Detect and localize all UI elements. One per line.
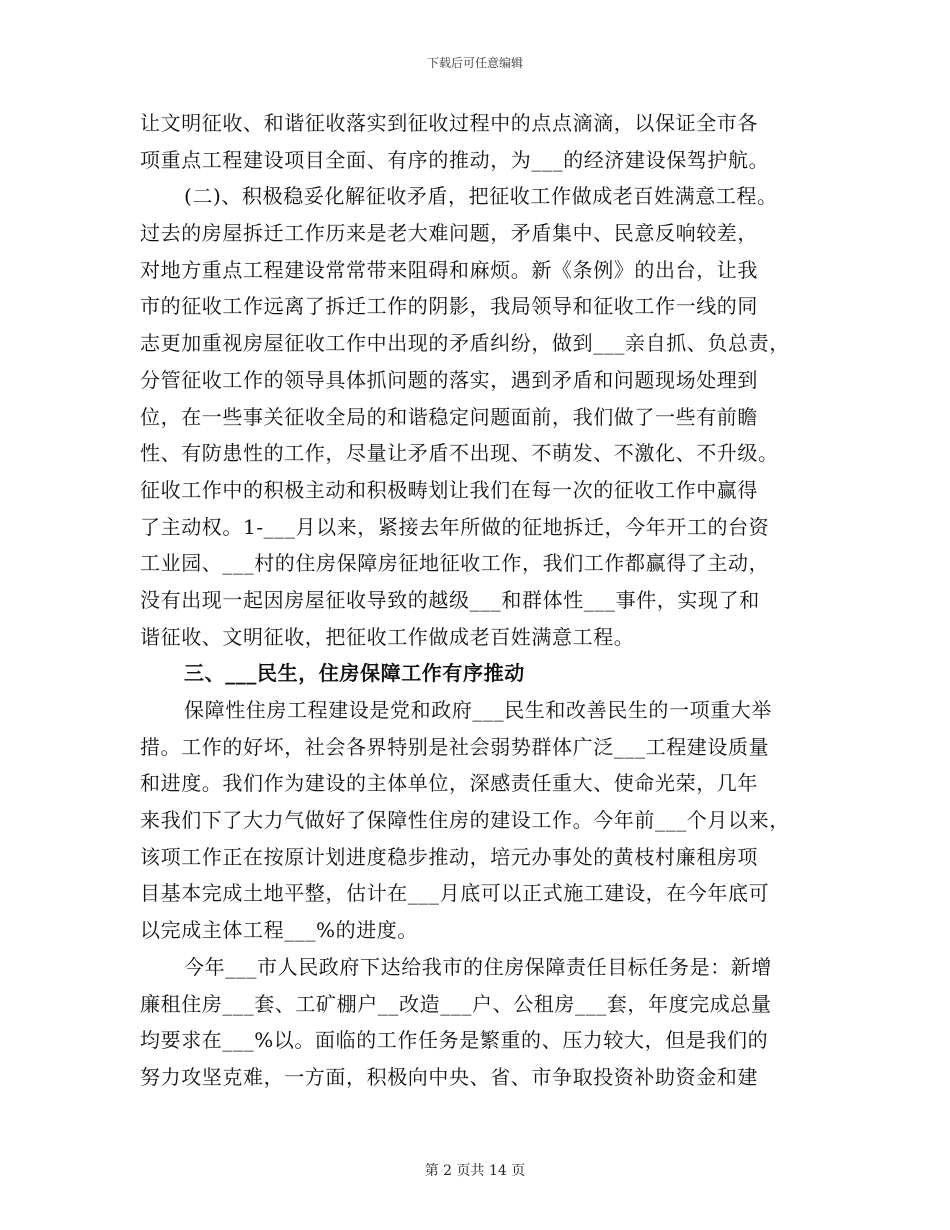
text-line: 廉租住房___套、工矿棚户__改造___户、公租房___套，年度完成总量: [140, 991, 772, 1016]
text-line: 保障性住房工程建设是党和政府___民生和改善民生的一项重大举: [184, 698, 772, 722]
text-line: 位，在一些事关征收全局的和谐稳定问题面前，我们做了一些有前瞻: [140, 404, 758, 429]
text-line: 项重点工程建设项目全面、有序的推动，为___的经济建设保驾护航。: [140, 147, 770, 172]
text-line: 性、有防患性的工作，尽量让矛盾不出现、不萌发、不激化、不升级。: [140, 441, 779, 466]
text-line: 征收工作中的积极主动和积极畴划让我们在每一次的征收工作中赢得: [140, 477, 758, 502]
page-number: 第 2 页共 14 页: [424, 1163, 526, 1179]
text-line: 均要求在___%以。面临的工作任务是繁重的、压力较大，但是我们的: [140, 1028, 769, 1053]
text-line: 对地方重点工程建设常常带来阻碍和麻烦。新《条例》的出台，让我: [140, 257, 758, 282]
text-line: 让文明征收、和谐征收落实到征收过程中的点点滴滴，以保证全市各: [140, 111, 758, 135]
text-line: 以完成主体工程___%的进度。: [140, 918, 419, 943]
text-line: 市的征收工作远离了拆迁工作的阴影，我局领导和征收工作一线的同: [140, 294, 758, 319]
text-line: 过去的房屋拆迁工作历来是老大难问题，矛盾集中、民意反响较差，: [140, 221, 758, 246]
text-line: 分管征收工作的领导具体抓问题的落实，遇到矛盾和问题现场处理到: [140, 367, 758, 392]
text-line: 努力攻坚克难，一方面，积极向中央、省、市争取投资补助资金和建: [140, 1064, 758, 1089]
text-line: 志更加重视房屋征收工作中出现的矛盾纠纷，做到___亲自抓、负总责，: [140, 331, 790, 356]
subsection-heading: (二)、积极稳妥化解征收矛盾，把征收工作做成老百姓满意工程。: [184, 184, 778, 209]
text-line: 了主动权。1-___月以来，紧接去年所做的征地拆迁，今年开工的台资: [140, 514, 770, 539]
page-header: 下载后可任意编辑: [426, 56, 523, 70]
text-line: 工业园、___村的住房保障房征地征收工作，我们工作都赢得了主动，: [140, 551, 770, 576]
text-line: 今年___市人民政府下达给我市的住房保障责任目标任务是：新增: [184, 954, 772, 979]
document-body: [140, 105, 840, 1096]
text-line: 来我们下了大力气做好了保障性住房的建设工作。今年前___个月以来，: [140, 808, 790, 833]
section-heading: 三、___民生，住房保障工作有序推动: [184, 661, 525, 686]
text-line: 谐征收、文明征收，把征收工作做成老百姓满意工程。: [140, 624, 635, 649]
text-line: 措。工作的好坏，社会各界特别是社会弱势群体广泛___工程建设质量: [140, 734, 770, 759]
text-line: 和进度。我们作为建设的主体单位，深感责任重大、使命光荣，几年: [140, 771, 758, 796]
text-line: 目基本完成土地平整，估计在___月底可以正式施工建设，在今年底可: [140, 881, 770, 906]
text-line: 该项工作正在按原计划进度稳步推动，培元办事处的黄枝村廉租房项: [140, 844, 758, 869]
text-line: 没有出现一起因房屋征收导致的越级___和群体性___事件，实现了和: [140, 587, 760, 612]
